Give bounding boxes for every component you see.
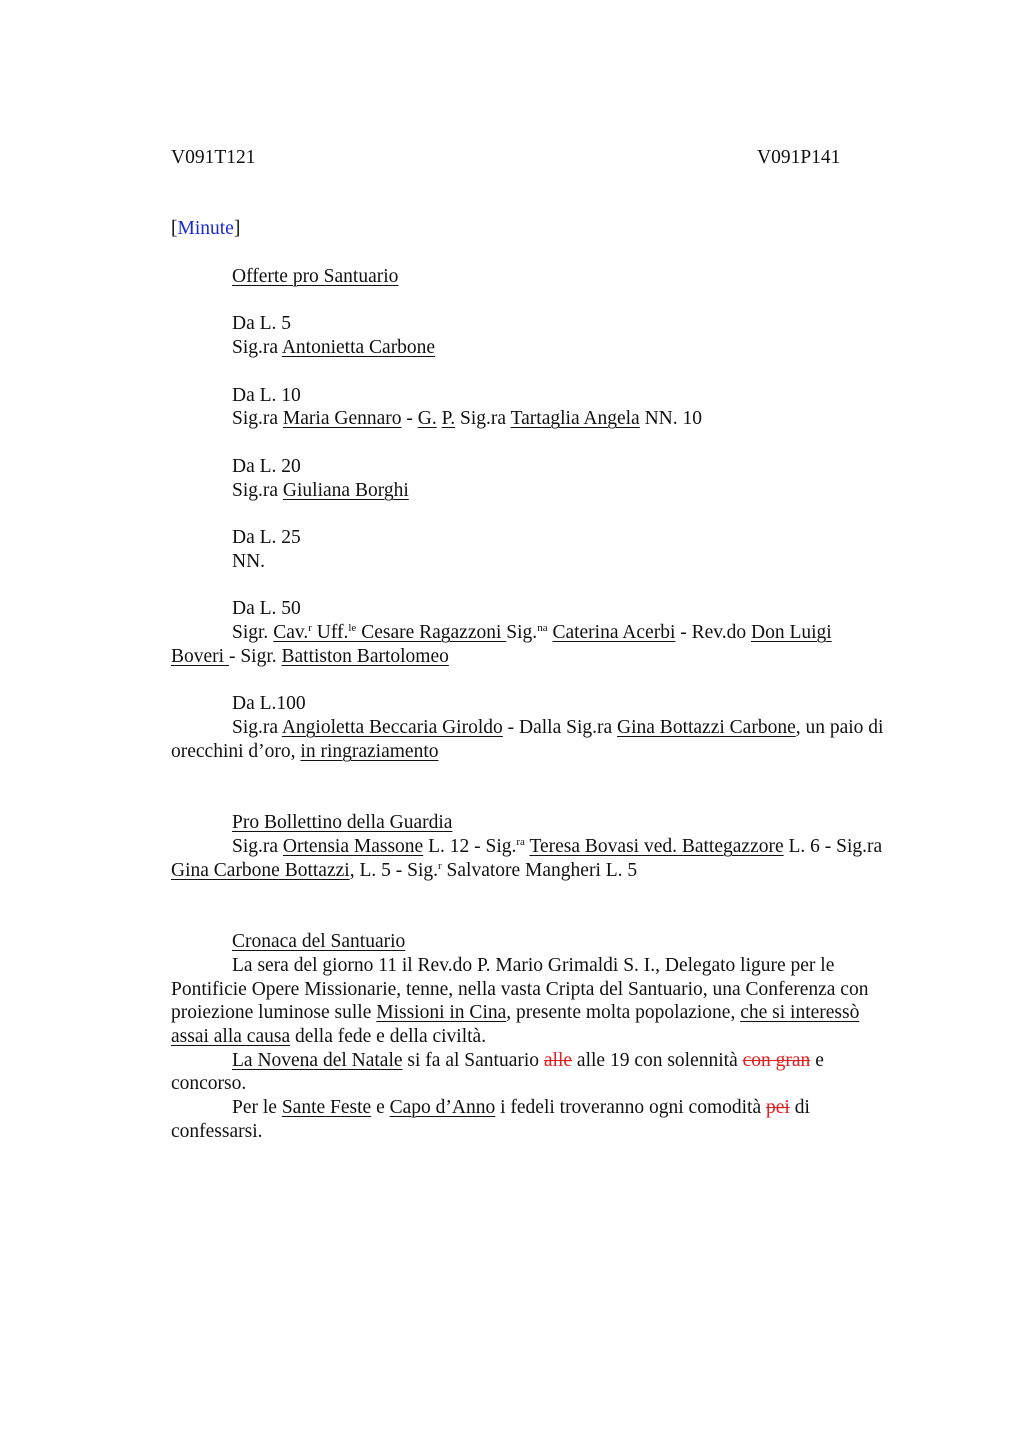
offerte-50-donors-line2: Boveri - Sigr. Battiston Bartolomeo — [171, 646, 449, 667]
cronaca-title: Cronaca del Santuario — [232, 931, 406, 952]
cronaca-para2-line2: concorso. — [171, 1073, 247, 1094]
cronaca-para1-line4: assai alla causa della fede e della civiltà. — [171, 1026, 487, 1047]
offerte-title: Offerte pro Santuario — [232, 266, 399, 287]
offerte-50-heading: Da L. 50 — [232, 598, 301, 619]
offerte-5-donors: Sig.ra Antonietta Carbone — [232, 337, 436, 358]
cronaca-para1-line3: proiezione luminose sulle Missioni in Cina, presente molta popolazione, che si interessò — [171, 1002, 860, 1023]
document-code-left: V091T121 — [171, 147, 256, 168]
offerte-25-donors: NN. — [232, 551, 266, 572]
bollettino-donors-line1: Sig.ra Ortensia Massone L. 12 - Sig.$^{ra}$ Teresa Bovasi ved. Battegazzore L. 6 - Sig.ra — [232, 836, 883, 857]
offerte-100-heading: Da L.100 — [232, 693, 306, 714]
document-code-right: V091P141 — [757, 147, 841, 168]
bollettino-title: Pro Bollettino della Guardia — [232, 812, 453, 833]
offerte-100-donors-line1: Sig.ra Angioletta Beccaria Giroldo - Dalla Sig.ra Gina Bottazzi Carbone, un paio di — [232, 717, 884, 738]
offerte-20-donors: Sig.ra Giuliana Borghi — [232, 480, 409, 501]
section-label: [Minute] — [171, 218, 241, 239]
cronaca-para1-line1: La sera del giorno 11 il Rev.do P. Mario Grimaldi S. I., Delegato ligure per le — [232, 955, 835, 976]
offerte-5-heading: Da L. 5 — [232, 313, 292, 334]
offerte-50-donors-line1: Sigr. Cav.$^r$ Uff.$^{le}$ Cesare Ragazzoni Sig.$^{na}$ Caterina Acerbi - Rev.do Don Luigi — [232, 622, 832, 643]
offerte-100-donors-line2: orecchini d’oro, in ringraziamento — [171, 741, 439, 762]
cronaca-para2-line1: La Novena del Natale si fa al Santuario alle alle 19 con solennità con gran e — [232, 1050, 824, 1071]
cronaca-para1-line2: Pontificie Opere Missionarie, tenne, nella vasta Cripta del Santuario, una Conferenza con — [171, 979, 869, 1000]
deleted-text: alle — [543, 1050, 573, 1071]
cronaca-para3-line2: confessarsi. — [171, 1121, 263, 1142]
bollettino-donors-line2: Gina Carbone Bottazzi, L. 5 - Sig.$^r$ Salvatore Mangheri L. 5 — [171, 860, 638, 881]
offerte-20-heading: Da L. 20 — [232, 456, 301, 477]
offerte-10-donors: Sig.ra Maria Gennaro - G. P. Sig.ra Tartaglia Angela NN. 10 — [232, 408, 703, 429]
minute-tag: Minute — [177, 218, 234, 239]
deleted-text: pei — [765, 1097, 790, 1118]
offerte-10-heading: Da L. 10 — [232, 385, 301, 406]
offerte-25-heading: Da L. 25 — [232, 527, 301, 548]
deleted-text: con gran — [742, 1050, 811, 1071]
cronaca-para3-line1: Per le Sante Feste e Capo d’Anno i fedeli troveranno ogni comodità pei di — [232, 1097, 810, 1118]
